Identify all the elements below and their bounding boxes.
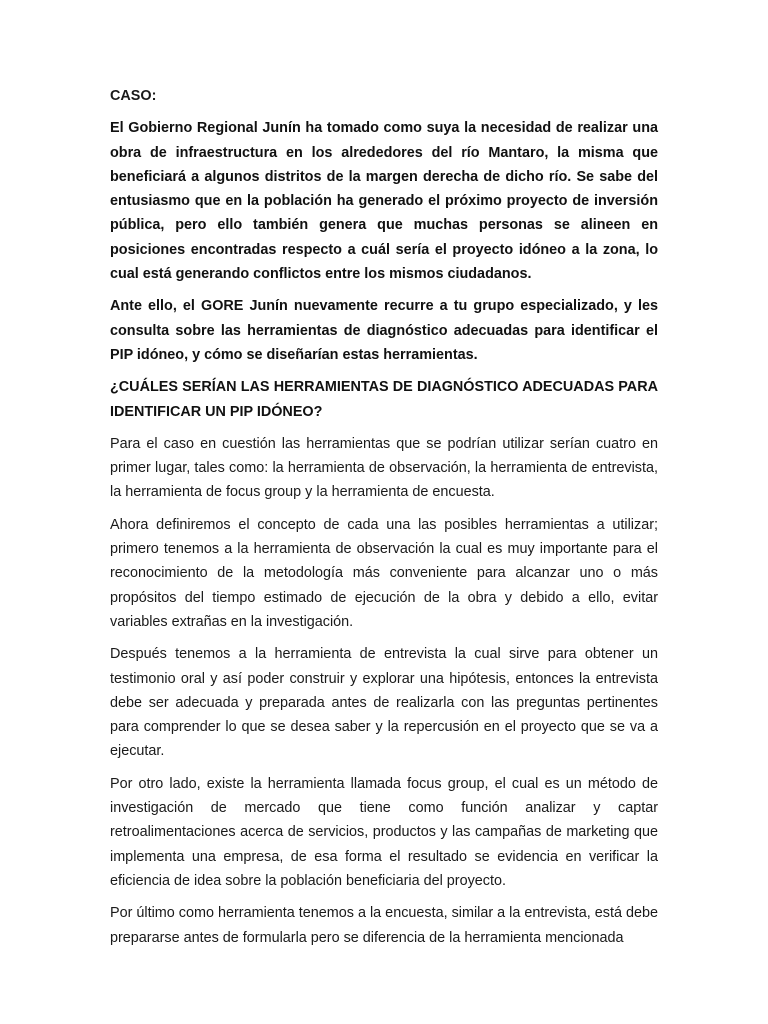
case-request-paragraph: Ante ello, el GORE Junín nuevamente recurre a tu grupo especializado, y les consulta sobre las herramientas de diagnóstico adecuadas para identificar el PIP idóneo, y cómo se diseñarían estas herramientas.: [110, 298, 658, 363]
question-heading: ¿CUÁLES SERÍAN LAS HERRAMIENTAS DE DIAGNÓSTICO ADECUADAS PARA IDENTIFICAR UN PIP IDÓNEO?: [110, 379, 658, 420]
observation-paragraph: Ahora definiremos el concepto de cada una las posibles herramientas a utilizar; primero tenemos a la herramienta de observación la cual es muy importante para el reconocimiento de la metodología más conveniente para alcanzar uno o más propósitos del tiempo estimado de ejecución de la obra y debido a ello, evitar variables extrañas en la investigación.: [110, 516, 658, 630]
interview-paragraph: Después tenemos a la herramienta de entrevista la cual sirve para obtener un testimonio oral y así poder construir y explorar una hipótesis, entonces la entrevista debe ser adecuada y preparada antes de realizarla con las preguntas pertinentes para comprender lo que se desea saber y la repercusión en el proyecto que se va a ejecutar.: [110, 646, 658, 760]
case-heading: CASO:: [110, 88, 157, 104]
tools-intro-paragraph: Para el caso en cuestión las herramientas que se podrían utilizar serían cuatro en primer lugar, tales como: la herramienta de observación, la herramienta de entrevista, la herramienta de focus group y la herramienta de encuesta.: [110, 435, 658, 501]
case-description-paragraph: El Gobierno Regional Junín ha tomado como suya la necesidad de realizar una obra de infraestructura en los alrededores del río Mantaro, la misma que beneficiará a algunos distritos de la margen derecha de dicho río. Se sabe del entusiasmo que en la población ha generado el próximo proyecto de inversión pública, pero ello también genera que muchas personas se alineen en posiciones encontradas respecto a cuál sería el proyecto idóneo a la zona, lo cual está generando conflictos entre los mismos ciudadanos.: [110, 120, 658, 283]
focus-group-paragraph: Por otro lado, existe la herramienta llamada focus group, el cual es un método de investigación de mercado que tiene como función analizar y captar retroalimentaciones acerca de servicios, productos y las campañas de marketing que implementa una empresa, de esa forma el resultado se evidencia en verificar la eficiencia de idea sobre la población beneficiaria del proyecto.: [110, 775, 658, 889]
survey-paragraph: Por último como herramienta tenemos a la encuesta, similar a la entrevista, está debe prepararse antes de formularla pero se diferencia de la herramienta mencionada: [110, 905, 658, 946]
